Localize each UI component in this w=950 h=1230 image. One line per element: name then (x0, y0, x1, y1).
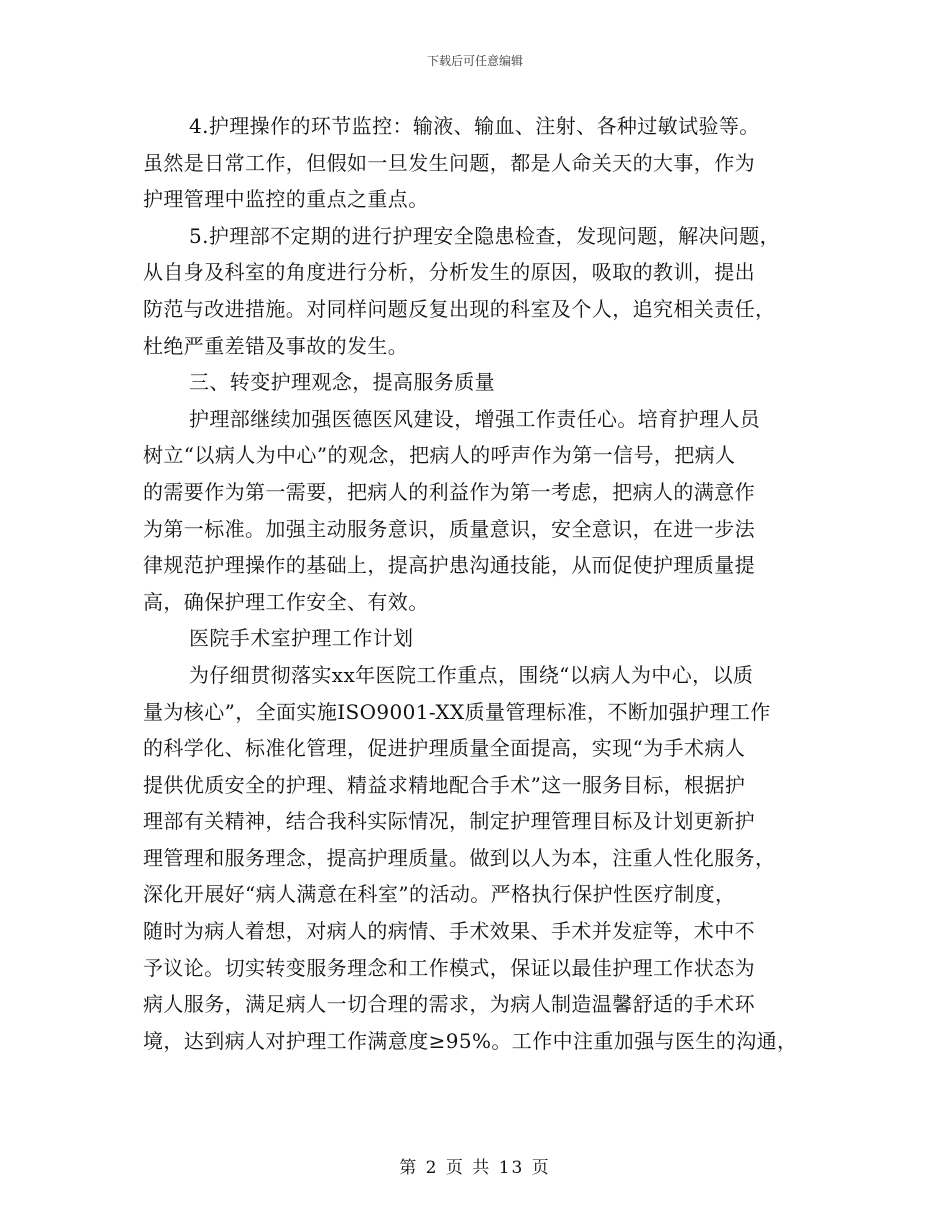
text-line: 理部有关精神，结合我科实际情况，制定护理管理目标及计划更新护 (143, 809, 755, 834)
text-line: 防范与改进措施。对同样问题反复出现的科室及个人，追究相关责任， (143, 296, 776, 321)
document-body (143, 108, 823, 1059)
text-line: 律规范护理操作的基础上，提高护患沟通技能，从而促使护理质量提 (143, 553, 755, 578)
text-line: 虽然是日常工作，但假如一旦发生问题，都是人命关天的大事，作为 (143, 150, 755, 175)
text-line: 予议论。切实转变服务理念和工作模式，保证以最佳护理工作状态为 (143, 955, 755, 980)
text-line: 随时为病人着想，对病人的病情、手术效果、手术并发症等，术中不 (143, 919, 755, 944)
text-line: 5.护理部不定期的进行护理安全隐患检查，发现问题，解决问题， (189, 223, 781, 248)
text-line: 病人服务，满足病人一切合理的需求，为病人制造温馨舒适的手术环 (143, 992, 755, 1017)
text-line: 杜绝严重差错及事故的发生。 (143, 333, 409, 358)
text-line: 树立“以病人为中心”的观念，把病人的呼声作为第一信号，把病人 (143, 443, 736, 468)
text-line: 境，达到病人对护理工作满意度≥95%。工作中注重加强与医生的沟通， (143, 1028, 798, 1053)
text-line: 理管理和服务理念，提高护理质量。做到以人为本，注重人性化服务， (143, 845, 776, 870)
text-line: 高，确保护理工作安全、有效。 (143, 589, 429, 614)
text-line: 护理管理中监控的重点之重点。 (143, 187, 429, 212)
page-header: 下载后可任意编辑 (426, 54, 523, 68)
text-line: 深化开展好“病人满意在科室”的活动。严格执行保护性医疗制度， (143, 882, 736, 907)
section-title: 医院手术室护理工作计划 (189, 626, 414, 651)
text-line: 的科学化、标准化管理，促进护理质量全面提高，实现“为手术病人 (143, 736, 746, 761)
text-line: 的需要作为第一需要，把病人的利益作为第一考虑，把病人的满意作 (143, 479, 755, 504)
page-footer: 第 2 页 共 13 页 (399, 1158, 551, 1178)
section-heading: 三、转变护理观念，提高服务质量 (189, 370, 495, 395)
text-line: 提供优质安全的护理、精益求精地配合手术”这一服务目标，根据护 (143, 772, 746, 797)
text-line: 量为核心”，全面实施ISO9001-XX质量管理标准，不断加强护理工作 (143, 699, 771, 724)
text-line: 护理部继续加强医德医风建设，增强工作责任心。培育护理人员 (189, 406, 761, 431)
text-line: 为仔细贯彻落实xx年医院工作重点，围绕“以病人为中心，以质 (189, 662, 754, 687)
text-line: 4.护理操作的环节监控：输液、输血、注射、各种过敏试验等。 (189, 114, 760, 138)
text-line: 为第一标准。加强主动服务意识，质量意识，安全意识，在进一步法 (143, 516, 755, 541)
text-line: 从自身及科室的角度进行分析，分析发生的原因，吸取的教训，提出 (143, 260, 755, 285)
